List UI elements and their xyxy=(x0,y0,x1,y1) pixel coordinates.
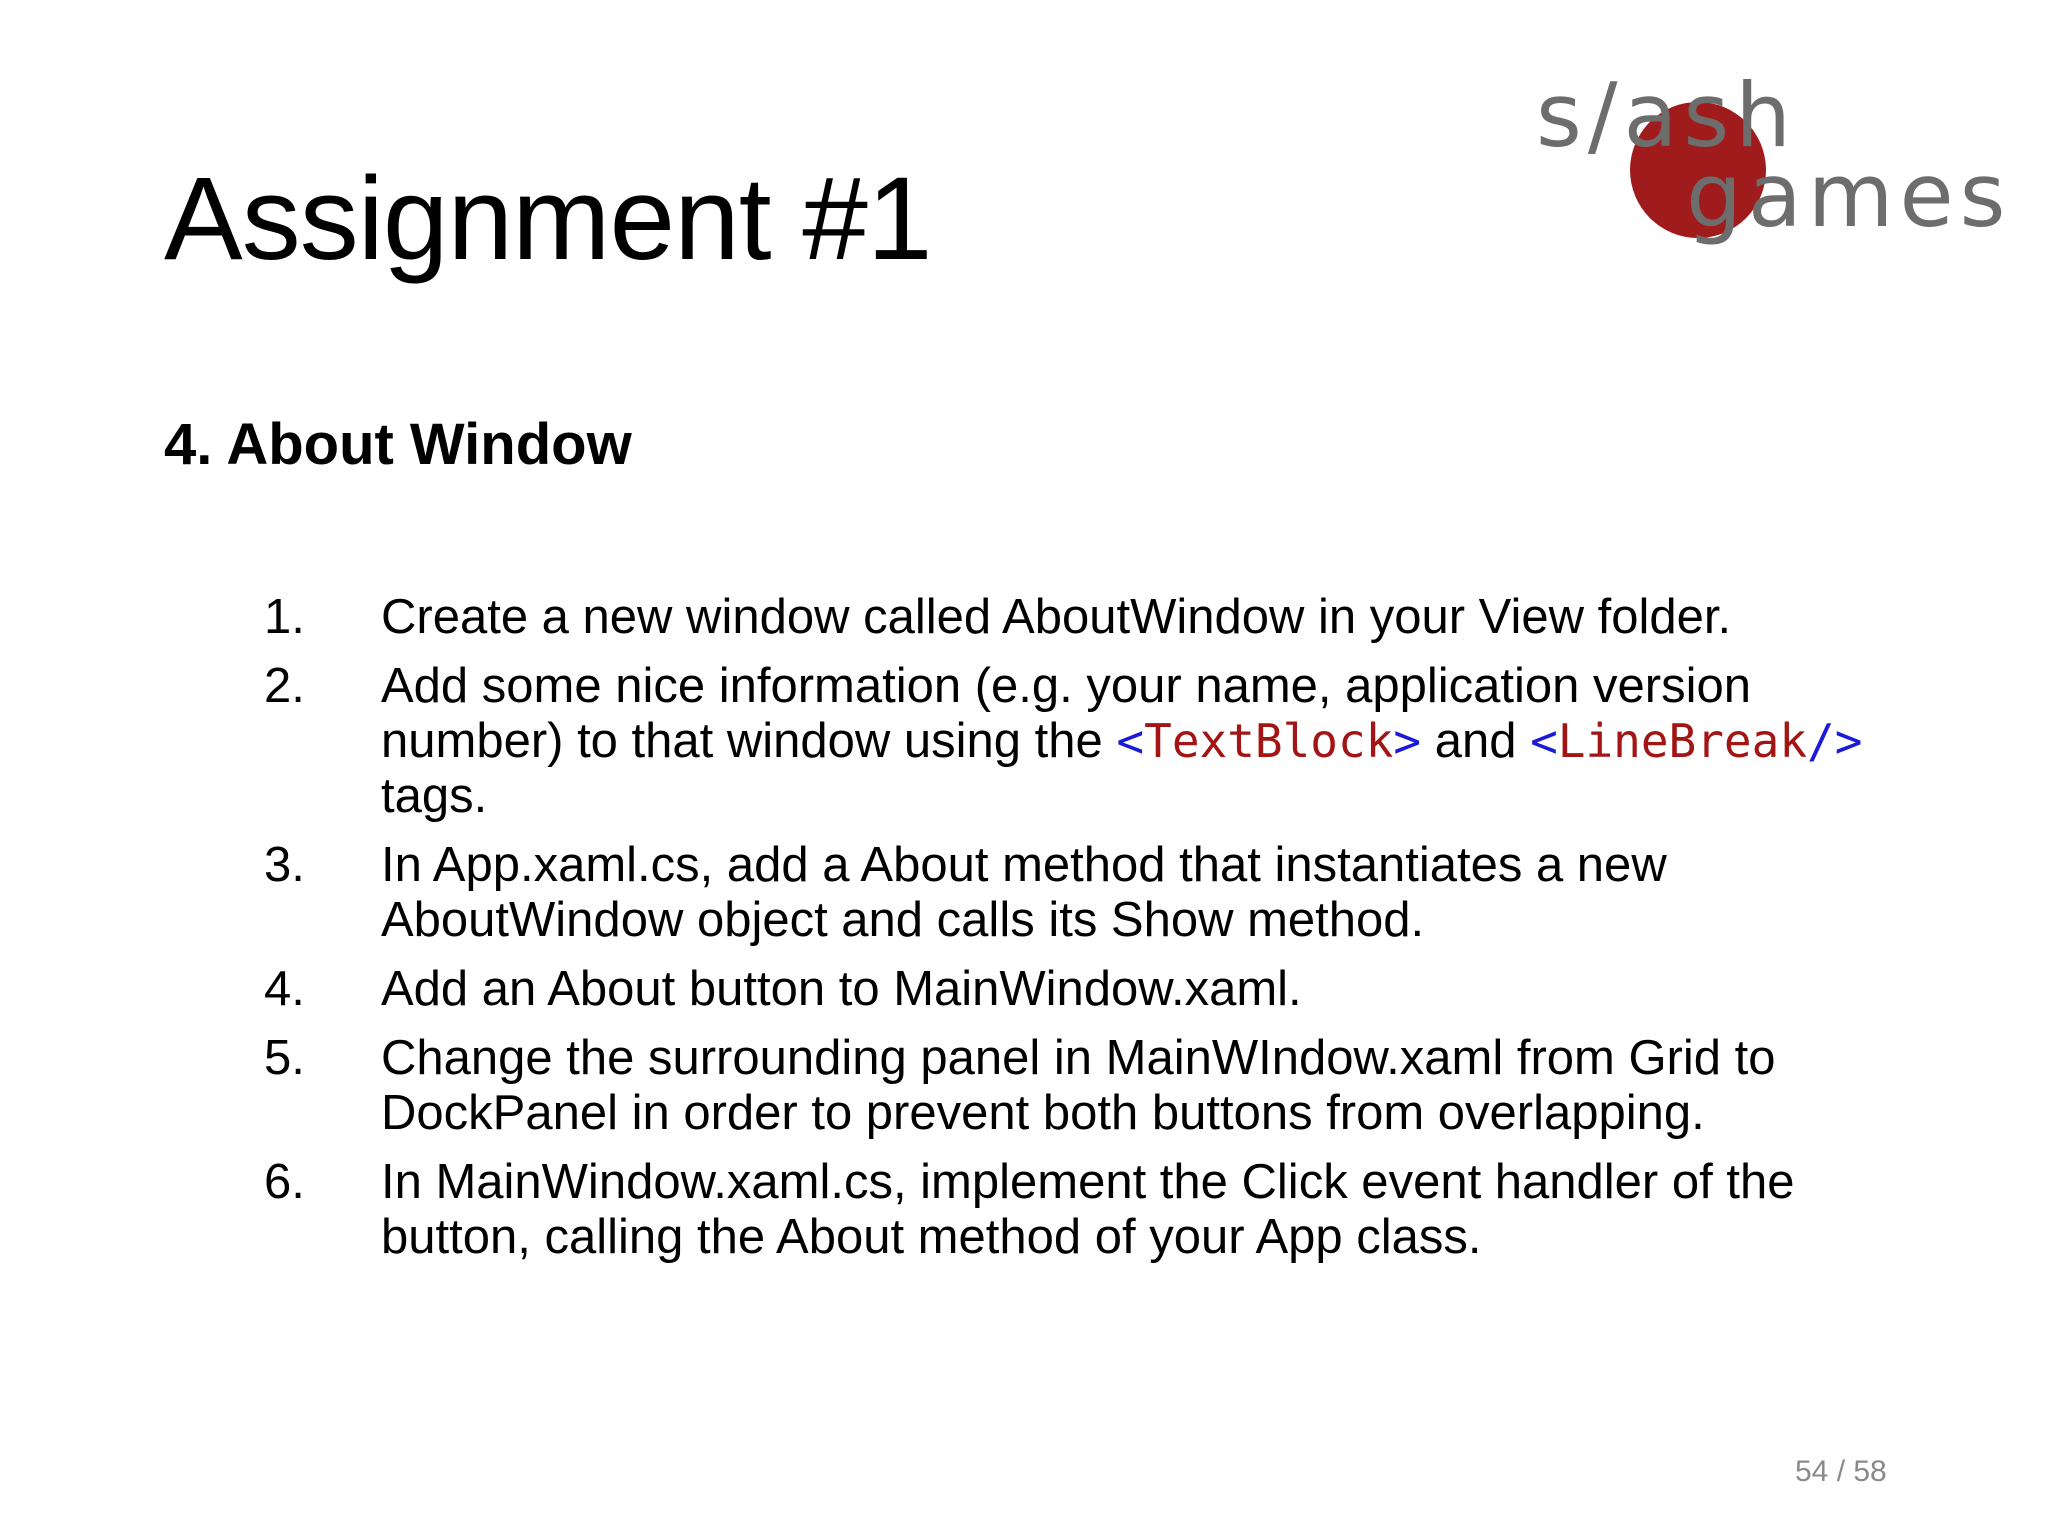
logo-line2: games xyxy=(1686,144,2012,247)
list-item-text: In MainWindow.xaml.cs, implement the Click event handler of the button, calling the About method of your App class. xyxy=(381,1155,1795,1264)
list-item-number: 1. xyxy=(264,590,305,644)
list-item xyxy=(264,590,1884,645)
list-item-text xyxy=(381,659,1862,823)
code-tag-name: TextBlock xyxy=(1144,714,1394,768)
list-item-number: 2. xyxy=(264,659,305,713)
list-item-text: In App.xaml.cs, add a About method that instantiates a new AboutWindow object and calls its Show method. xyxy=(381,838,1667,947)
list-item xyxy=(264,1031,1884,1141)
page-number: 54 / 58 xyxy=(1795,1455,1887,1488)
textblock-code xyxy=(1116,714,1421,768)
code-bracket: < xyxy=(1116,714,1145,768)
section-heading: 4. About Window xyxy=(164,412,632,477)
list-item xyxy=(264,659,1884,824)
list-item xyxy=(264,1155,1884,1265)
list-item-number: 4. xyxy=(264,962,305,1016)
code-bracket: < xyxy=(1530,714,1558,768)
slash-games-logo xyxy=(1530,76,2048,256)
code-bracket: > xyxy=(1393,714,1422,768)
list-item-number: 5. xyxy=(264,1031,305,1085)
list-item-number: 3. xyxy=(264,838,305,892)
list-item-text: Create a new window called AboutWindow in your View folder. xyxy=(381,590,1732,644)
step2-text-middle: and xyxy=(1421,714,1531,768)
logo-line1: s/ash xyxy=(1536,76,1798,167)
list-item xyxy=(264,962,1884,1017)
list-item-text: Change the surrounding panel in MainWIndow.xaml from Grid to DockPanel in order to prevent both buttons from overlapping. xyxy=(381,1031,1776,1140)
list-item-text: Add an About button to MainWindow.xaml. xyxy=(381,962,1302,1016)
steps-list xyxy=(264,590,1884,1279)
linebreak-code xyxy=(1530,714,1862,768)
step2-text-after: tags. xyxy=(381,769,488,823)
slide-title: Assignment #1 xyxy=(164,153,932,285)
code-tag-name: LineBreak xyxy=(1557,714,1808,768)
code-bracket: /> xyxy=(1807,714,1863,768)
list-item-number: 6. xyxy=(264,1155,305,1209)
list-item xyxy=(264,838,1884,948)
step2-text-before: Add some nice information (e.g. your name, application version number) to that window using the xyxy=(381,659,1751,768)
